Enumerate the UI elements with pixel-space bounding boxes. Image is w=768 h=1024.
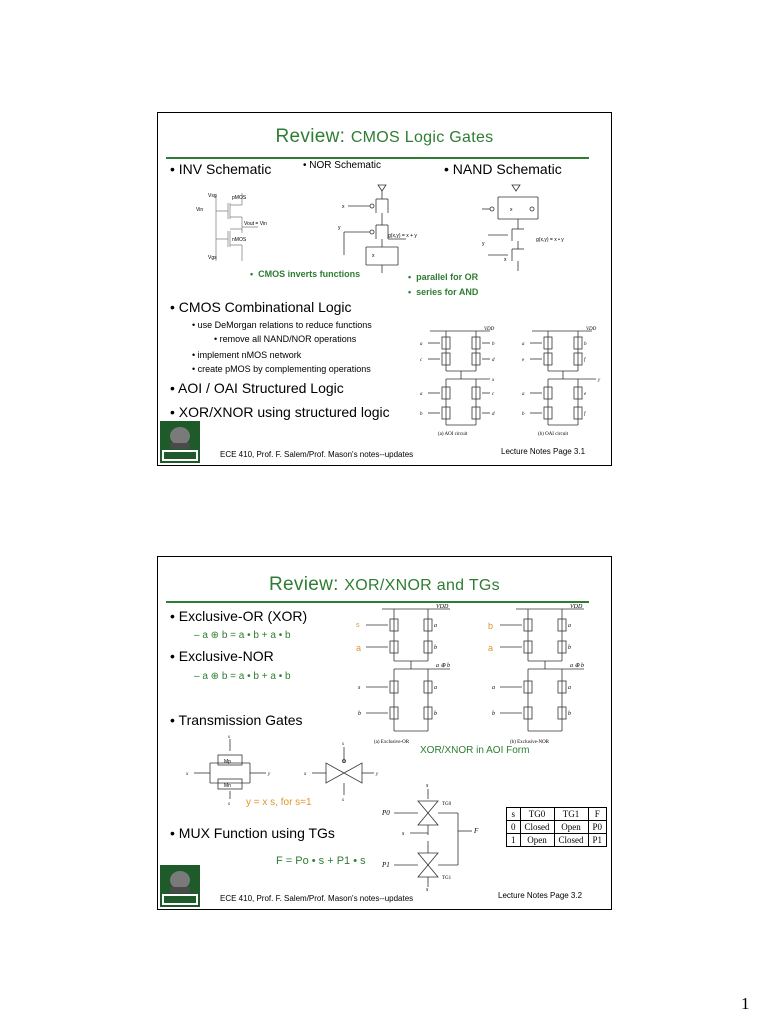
svg-text:P1: P1	[382, 861, 390, 869]
svg-text:f: f	[584, 412, 586, 417]
svg-text:b: b	[492, 711, 495, 717]
svg-text:e: e	[522, 358, 525, 363]
svg-text:d: d	[492, 358, 495, 363]
title-rule	[166, 157, 589, 159]
svg-text:s: s	[228, 802, 230, 807]
tg-equation: y = x s, for s=1	[246, 797, 312, 808]
svg-text:x: x	[504, 257, 507, 263]
svg-text:y: y	[376, 772, 379, 777]
university-logo	[160, 421, 200, 463]
note-cmos-inverts: • CMOS inverts functions	[250, 269, 361, 279]
svg-text:Vgs: Vgs	[208, 255, 217, 261]
bullet-nor: • NOR Schematic	[303, 160, 381, 171]
mux-truth-table	[506, 807, 607, 847]
svg-text:(a) Exclusive-OR: (a) Exclusive-OR	[374, 740, 410, 745]
university-logo	[160, 865, 200, 907]
svg-text:d: d	[492, 412, 495, 417]
svg-text:x: x	[342, 204, 345, 210]
bullet-nand: • NAND Schematic	[444, 161, 562, 177]
svg-text:a: a	[522, 392, 525, 397]
svg-text:s: s	[342, 798, 344, 803]
truth-table-header: s TG0 TG1 F	[507, 808, 607, 821]
svg-text:pMOS: pMOS	[232, 195, 247, 201]
note-parallel: • parallel for OR	[408, 272, 479, 282]
svg-text:c: c	[492, 392, 495, 397]
svg-text:s: s	[342, 742, 344, 747]
svg-text:a: a	[420, 392, 423, 397]
sub-bullet-pmos: • create pMOS by complementing operations	[192, 364, 371, 374]
slide-1	[157, 112, 612, 466]
bullet-aoi: • AOI / OAI Structured Logic	[170, 380, 344, 396]
svg-text:nMOS: nMOS	[232, 237, 247, 243]
xnor-equation: – a ⊕ b = a • b + a • b	[194, 671, 291, 682]
svg-text:(b) OAI circuit: (b) OAI circuit	[538, 432, 568, 437]
svg-text:P0: P0	[382, 809, 390, 817]
page-number: 1	[741, 994, 750, 1013]
svg-text:VDD: VDD	[586, 327, 597, 332]
truth-table-row: 0 Closed Open P0	[507, 821, 607, 834]
aoi-form-caption: XOR/XNOR in AOI Form	[420, 745, 530, 756]
svg-text:b: b	[568, 711, 571, 717]
transmission-gate-symbol	[304, 739, 384, 803]
svg-text:b: b	[434, 711, 437, 717]
slide-title: Review: CMOS Logic Gates	[275, 126, 494, 147]
bullet-cmos-combinational: • CMOS Combinational Logic	[170, 299, 352, 315]
bullet-inv: • INV Schematic	[170, 161, 272, 177]
svg-text:a: a	[488, 643, 494, 653]
bullet-transmission-gates: • Transmission Gates	[170, 712, 303, 728]
svg-text:c: c	[420, 358, 423, 363]
svg-text:a: a	[434, 685, 437, 691]
svg-text:(a) AOI circuit: (a) AOI circuit	[438, 432, 468, 437]
svg-text:a: a	[356, 643, 362, 653]
mux-equation: F = Po • s + P1 • s	[276, 855, 366, 867]
svg-text:a: a	[420, 342, 423, 347]
svg-text:(b) Exclusive-NOR: (b) Exclusive-NOR	[510, 740, 550, 745]
inverter-schematic	[194, 183, 274, 273]
svg-text:x: x	[492, 378, 495, 383]
svg-text:Mp: Mp	[224, 759, 231, 765]
nor-schematic	[336, 185, 432, 275]
svg-text:b: b	[522, 412, 525, 417]
svg-text:s: s	[426, 887, 429, 893]
svg-text:TG1: TG1	[442, 876, 452, 881]
svg-text:b: b	[584, 342, 587, 347]
svg-text:Vsg: Vsg	[208, 193, 217, 199]
slide-2	[157, 556, 612, 910]
bullet-xor: • XOR/XNOR using structured logic	[170, 404, 390, 420]
svg-text:f: f	[584, 358, 586, 363]
svg-text:s: s	[356, 622, 360, 629]
slide-title: Review: XOR/XNOR and TGs	[269, 574, 500, 595]
footer-right: Lecture Notes Page 3.1	[501, 447, 586, 456]
transmission-gate-schematic	[186, 733, 276, 807]
svg-text:y: y	[338, 225, 341, 231]
xor-equation: – a ⊕ b = a • b + a • b	[194, 630, 291, 641]
aoi-circuit	[420, 325, 500, 437]
svg-text:a ⊕ b: a ⊕ b	[570, 663, 585, 669]
svg-text:Mn: Mn	[224, 783, 231, 789]
footer-right: Lecture Notes Page 3.2	[498, 891, 583, 900]
bullet-xnor: • Exclusive-NOR	[170, 648, 274, 664]
svg-text:x: x	[304, 772, 307, 777]
svg-text:b: b	[420, 412, 423, 417]
svg-text:b: b	[434, 645, 437, 651]
svg-text:a: a	[568, 685, 571, 691]
svg-text:b: b	[568, 645, 571, 651]
svg-text:y: y	[598, 378, 601, 383]
truth-table-row: 1 Open Closed P1	[507, 834, 607, 847]
svg-text:b: b	[358, 711, 361, 717]
bullet-xor: • Exclusive-OR (XOR)	[170, 608, 308, 624]
footer-left: ECE 410, Prof. F. Salem/Prof. Mason's notes--updates	[220, 450, 414, 459]
svg-text:a ⊕ b: a ⊕ b	[436, 663, 451, 669]
svg-text:x: x	[186, 772, 189, 777]
svg-text:Vout = Vin: Vout = Vin	[244, 221, 267, 227]
svg-text:F: F	[474, 827, 479, 835]
svg-text:Vin: Vin	[196, 207, 204, 213]
xnor-aoi-circuit	[488, 603, 596, 743]
svg-text:s: s	[228, 735, 230, 740]
svg-text:x: x	[372, 253, 375, 259]
svg-text:a: a	[568, 623, 571, 629]
svg-text:s: s	[358, 685, 361, 691]
svg-text:a: a	[492, 685, 495, 691]
svg-text:y: y	[268, 772, 271, 777]
svg-text:VDD: VDD	[436, 604, 449, 610]
bullet-mux: • MUX Function using TGs	[170, 825, 335, 841]
svg-text:y: y	[482, 241, 485, 247]
oai-circuit	[522, 325, 606, 437]
svg-text:x: x	[510, 207, 513, 213]
svg-text:s: s	[402, 831, 405, 837]
svg-text:g(x,y) = x • y: g(x,y) = x • y	[536, 237, 564, 243]
nand-schematic	[478, 185, 588, 275]
svg-text:VDD: VDD	[484, 327, 495, 332]
sub-bullet-demorgan: • use DeMorgan relations to reduce functions	[192, 320, 372, 330]
sub-bullet-nmos: • implement nMOS network	[192, 350, 302, 360]
xor-aoi-circuit	[354, 603, 462, 743]
sub-bullet-remove: • remove all NAND/NOR operations	[214, 334, 357, 344]
svg-text:a: a	[434, 623, 437, 629]
note-series: • series for AND	[408, 287, 479, 297]
svg-text:TG0: TG0	[442, 802, 452, 807]
svg-text:g(x,y) = x + y: g(x,y) = x + y	[388, 233, 417, 239]
mux-circuit	[380, 779, 492, 891]
svg-text:e: e	[584, 392, 587, 397]
footer-left: ECE 410, Prof. F. Salem/Prof. Mason's notes--updates	[220, 894, 414, 903]
svg-text:b: b	[492, 342, 495, 347]
svg-text:a: a	[522, 342, 525, 347]
svg-text:VDD: VDD	[570, 604, 583, 610]
svg-text:s: s	[426, 783, 429, 789]
svg-text:b: b	[488, 621, 494, 631]
